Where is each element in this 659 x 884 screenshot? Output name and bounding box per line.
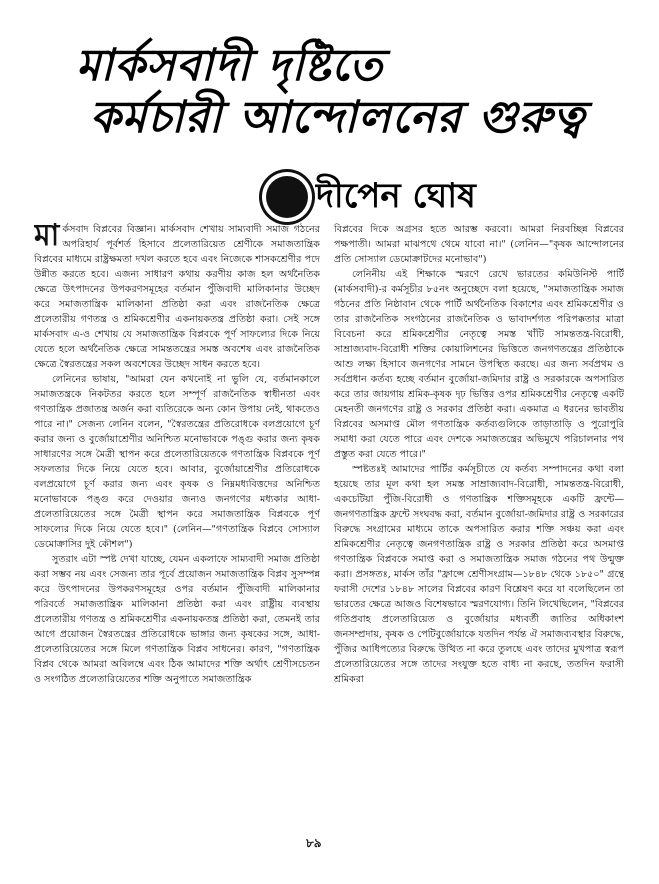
paragraph: মার্কসবাদ বিপ্লবের বিজ্ঞান। মার্কসবাদ শেখায় সাম্যবাদী সমাজ গঠনের অপরিহার্য পূর্বশর্ত হিসাবে প্রলেতারিয়েত শ্রেণীকে সমাজতান্ত্রিক বিপ্লবের মাধ্যমে রাষ্ট্রক্ষমতা দখল করতে হবে এবং নিজেকে শাসকশ্রেণীর পদে উন্নীত করতে হবে। এজন্য সাধারণ কথায় করণীয় কাজ হল অর্থনৈতিক ক্ষেত্রে উৎপাদনের উপকরণসমূহের বর্তমান পুঁজিবাদী মালিকানার উচ্ছেদ করে সমাজতান্ত্রিক মালিকানা প্রতিষ্ঠা করা এবং রাজনৈতিক ক্ষেত্রে প্রলেতারীয় গণতন্ত্র ও শ্রমিকশ্রেণীর একনায়কতন্ত্র প্রতিষ্ঠা করা। সেই সঙ্গে মার্কসবাদ এ-ও শেখায় যে সমাজতান্ত্রিক বিপ্লবকে পূর্ণ সাফল্যের দিকে নিয়ে যেতে হলে অর্থনৈতিক ক্ষেত্রে সামন্ততন্ত্রের সমস্ত অবশেষ এবং রাজনৈতিক ক্ষেত্রে স্বৈরতন্ত্রের সকল অবশেষের উচ্ছেদ সাধন করতে হবে।	[34, 222, 320, 370]
paragraph: বিপ্লবের দিকে অগ্রসর হতে আরম্ভ করবো। আমরা নিরবচ্ছিন্ন বিপ্লবের পক্ষপাতী। আমরা মাঝপথে থেমে যাবো না।" (লেনিন—"কৃষক আন্দোলনের প্রতি সোস্যাল ডেমোক্রাটদের মনোভাব")	[334, 224, 624, 265]
article-column-left	[34, 222, 320, 826]
article-column-right	[334, 222, 624, 826]
paragraph: লেনিনের ভাষায়, "আমরা যেন কখনোই না ভুলি যে, বর্তমানকালে সমাজতন্ত্রকে নিকটতর করতে হলে সম্পূর্ণ রাজনৈতিক স্বাধীনতা এবং গণতান্ত্রিক প্রজাতন্ত্র অর্জন করা ব্যতিরেকে অন্য কোন উপায় নেই, থাকতেও পারে না।" সেজন্য লেনিন বলেন, "স্বৈরতন্ত্রের প্রতিরোধকে বলপ্রয়োগে চূর্ণ করার জন্য ও বুর্জোয়াশ্রেণীর অনিশ্চিত মনোভাবকে পঙ্গু করার জন্য কৃষক সাধারণের সঙ্গে মৈত্রী স্থাপন করে প্রলেতারিয়েতকে গণতান্ত্রিক বিপ্লবকে পূর্ণ সফলতার দিকে নিয়ে যেতে হবে। আবার, বুর্জোয়াশ্রেণীর প্রতিরোধকে বলপ্রয়োগে চূর্ণ করার জন্য এবং কৃষক ও নিম্নমধ্যবিত্তদের অনিশ্চিত মনোভাবকে পঙ্গু করে দেওয়ার জন্যও জনগণের মধ্যকার আধা-প্রলেতারিয়েতের সঙ্গে মৈত্রী স্থাপন করে সমাজতান্ত্রিক বিপ্লবকে পূর্ণ সাফল্যের দিকে নিয়ে যেতে হবে।" (লেনিন—"গণতান্ত্রিক বিপ্লবে সোস্যাল ডেমোক্রাসির দুই কৌশল")	[34, 374, 320, 550]
author-name: দীপেন ঘোষ	[316, 176, 476, 216]
title-line-1: মার্কসবাদী দৃষ্টিতে	[76, 40, 384, 91]
paragraph: সুতরাং এটা স্পষ্ট দেখা যাচ্ছে, যেমন একলাফে সাম্যবাদী সমাজ প্রতিষ্ঠা করা সম্ভব নয় এবং সেজন্য তার পূর্বে প্রয়োজন সমাজতান্ত্রিক বিপ্লব সুসম্পন্ন করে উৎপাদনের উপকরণসমূহের ওপর বর্তমান পুঁজিবাদী মালিকানার পরিবর্তে সমাজতান্ত্রিক মালিকানা প্রতিষ্ঠা করা এবং রাষ্ট্রীয় ব্যবস্থায় প্রলেতারীয় গণতন্ত্র ও শ্রমিকশ্রেণীর একনায়কতন্ত্র প্রতিষ্ঠা করা, তেমনই তার আগে প্রয়োজন স্বৈরতন্ত্রের প্রতিরোধকে ভাঙ্গার জন্য কৃষকের সঙ্গে, আধা-প্রলেতারিয়েতের সঙ্গে মিলে গণতান্ত্রিক বিপ্লব সাধনের। কারণ, "গণতান্ত্রিক বিপ্লব থেকে আমরা অবিলম্বে এবং ঠিক আমাদের শক্তি অর্থাৎ শ্রেণীসচেতন ও সংগঠিত প্রলেতারিয়েতের শক্তি অনুপাতে সমাজতান্ত্রিক	[34, 554, 320, 685]
page-number: ৮৯	[306, 836, 322, 850]
drop-cap: মা	[34, 222, 60, 253]
paragraph: স্পষ্টতঃই আমাদের পার্টির কর্মসূচীতে যে কর্তব্য সম্পাদনের কথা বলা হয়েছে তার মূল কথা হল সমস্ত সাম্রাজ্যবাদ-বিরোধী, সামন্ততন্ত্র-বিরোধী, একচেটিয়া পুঁজি-বিরোধী ও গণতান্ত্রিক শক্তিসমূহকে একটি ফ্রন্টে—জনগণতান্ত্রিক ফ্রন্টে সংঘবদ্ধ করা, বর্তমান বুর্জোয়া-জমিদার রাষ্ট্র ও সরকারের বিরুদ্ধে সংগ্রামের মাধ্যমে তাকে অপসারিত করার শক্তি সঞ্চয় করা এবং শ্রমিকশ্রেণীর নেতৃত্বে জনগণতান্ত্রিক রাষ্ট্র ও সরকার প্রতিষ্ঠা করে অসমাপ্ত গণতান্ত্রিক বিপ্লবকে সমাপ্ত করা ও সমাজতান্ত্রিক সমাজ গঠনের পথ উন্মুক্ত করা। প্রসঙ্গতঃ, মার্কস তাঁর "ফ্রান্সে শ্রেণীসংগ্রাম—১৮৪৮ থেকে ১৮৫০" গ্রন্থে ফরাসী দেশের ১৮৪৮ সালের বিপ্লবের কারণ বিশ্লেষণ করে যা বলেছিলেন তা ভারতের ক্ষেত্রে আজও বিশেষভাবে স্মরণযোগ্য। তিনি লিখেছিলেন, "বিপ্লবের গতিপ্রবাহ প্রলেতারিয়েত ও বুর্জোয়ার মধ্যবর্তী জাতির অধিকাংশ জনসম্প্রদায়, কৃষক ও পেটিবুর্জোয়াকে যতদিন পর্যন্ত ঐ সমাজব্যবস্থার বিরুদ্ধে, পুঁজির আধিপত্যের বিরুদ্ধে উত্থিত না করে তুলছে এবং তাদের মুখপাত্র স্বরূপ প্রলেতারিয়েতের সঙ্গে তাদের সংযুক্ত হতে বাধ্য না করছে, ততদিন ফরাসী শ্রমিকরা	[334, 464, 624, 685]
author-bullet-icon	[266, 176, 308, 218]
paragraph: লেনিনীয় এই শিক্ষাকে স্মরণে রেখে ভারতের কমিউনিস্ট পার্টি (মার্কসবাদী)-র কর্মসূচীর ৮৫নং অনুচ্ছেদে বলা হয়েছে, "সমাজতান্ত্রিক সমাজ গঠনের প্রতি নিষ্ঠাবান থেকে পার্টি অর্থনৈতিক বিকাশের এবং শ্রমিকশ্রেণীর ও তার রাজনৈতিক সংগঠনের রাজনৈতিক ও ভাবাদর্শগত পরিপক্কতার মাত্রা বিবেচনা করে শ্রমিকশ্রেণীর নেতৃত্বে সমস্ত খাঁটি সামন্ততন্ত্র-বিরোধী, সাম্রাজ্যবাদ-বিরোধী শক্তির কোয়ালিশনের ভিত্তিতে জনগণতন্ত্রের প্রতিষ্ঠাকে আশু লক্ষ্য হিসাবে জনগণের সামনে উপস্থিত করছে। এর জন্য সর্বপ্রথম ও সর্বপ্রধান কর্তব্য হচ্ছে বর্তমান বুর্জোয়া-জমিদার রাষ্ট্র ও সরকারকে অপসারিত করে তার জায়গায় শ্রমিক-কৃষক দৃঢ় ভিত্তির ওপর শ্রমিকশ্রেণীর নেতৃত্বে একটি মেহনতী জনগণের রাষ্ট্র ও সরকার প্রতিষ্ঠা করা। একমাত্র এ ধরনের ভাবতীয় বিপ্লবের অসমাপ্ত মৌল গণতান্ত্রিক কর্তব্যগুলিকে তাড়াতাড়ি ও পুরোপুরি সমাধা করা যেতে পারে এবং দেশকে সমাজতন্ত্রের অভিমুখে পরিচালনার পথ প্রস্তুত করা যেতে পারে।"	[334, 269, 624, 460]
title-line-2: কর্মচারী আন্দোলনের গুরুত্ব	[90, 92, 586, 143]
article-title	[40, 40, 636, 162]
